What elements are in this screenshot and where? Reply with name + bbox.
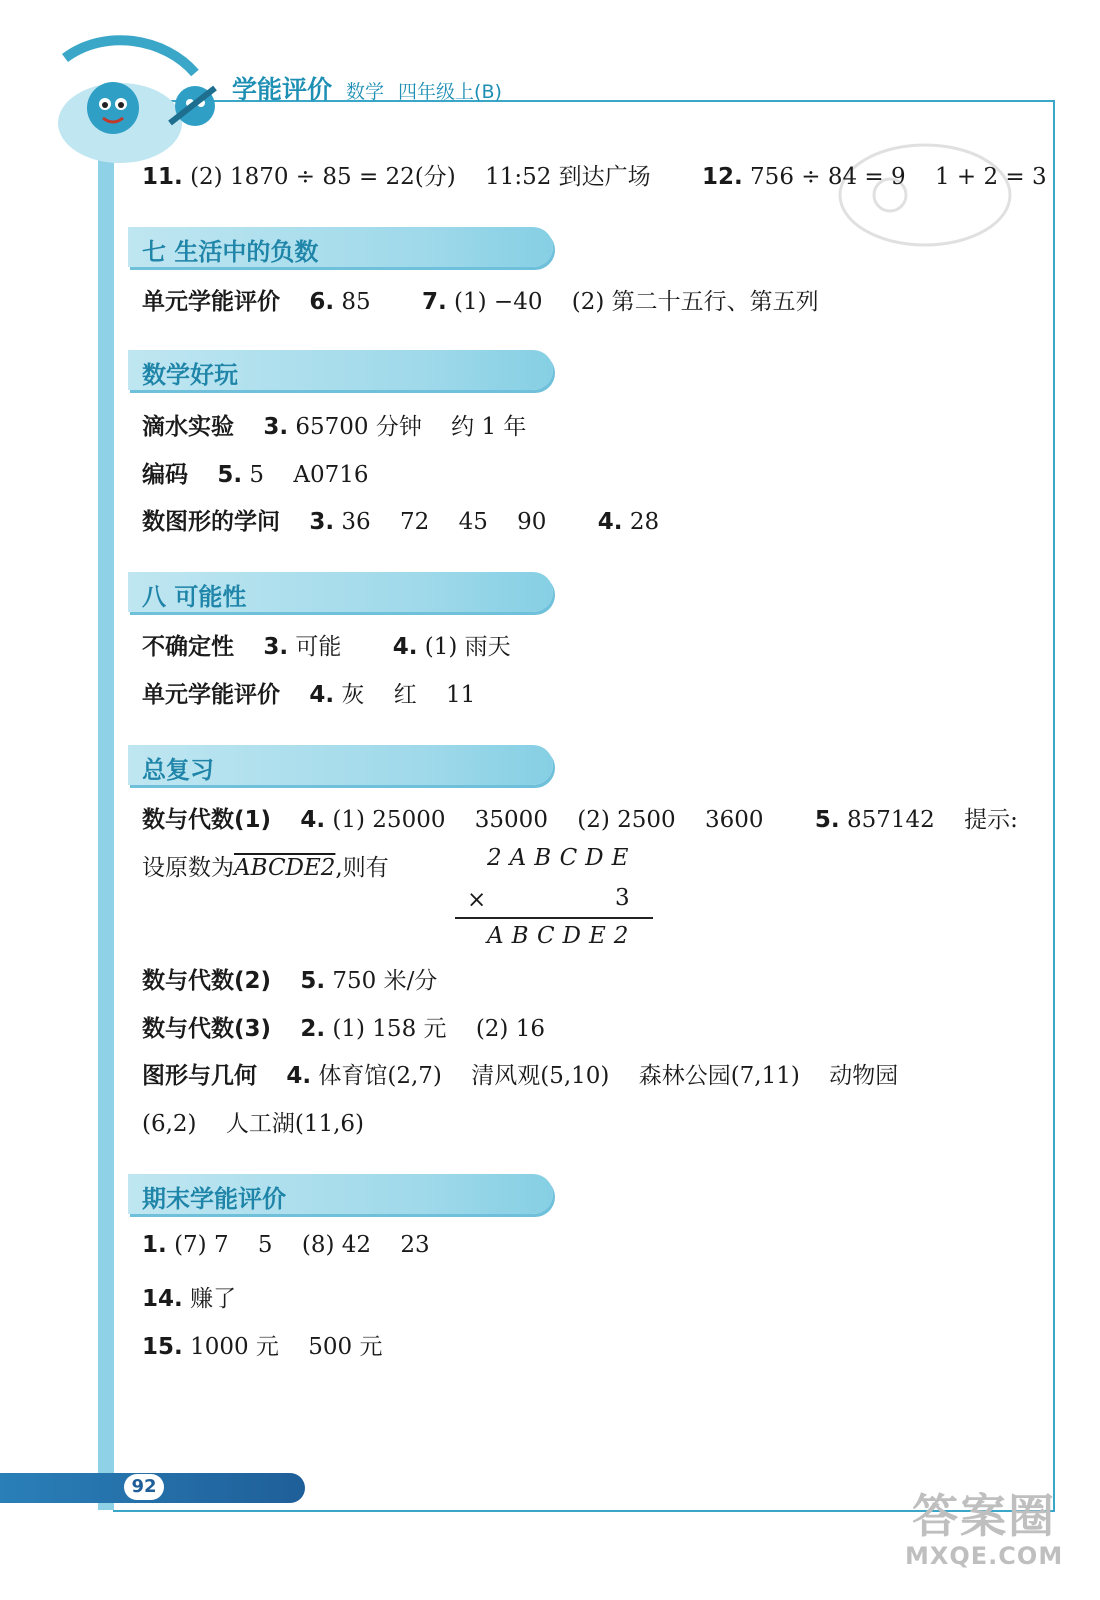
answer-text: 11:52 到达广场 — [485, 164, 651, 190]
answer-line — [142, 1280, 236, 1313]
grade-label: 四年级上(B) — [398, 81, 502, 103]
answer-text: (2) 第二十五行、第五列 — [571, 289, 819, 315]
answer-text: 28 — [629, 509, 660, 535]
q-number: 3. — [309, 509, 335, 535]
answer-line — [142, 676, 475, 709]
q-number: 4. — [597, 509, 623, 535]
q-number: 4. — [392, 634, 418, 660]
answer-line — [142, 801, 1018, 834]
answer-text: 23 — [400, 1232, 430, 1258]
answer-text: 11 — [446, 682, 476, 708]
q-number: 3. — [263, 634, 289, 660]
brand-title: 学能评价 — [232, 75, 333, 104]
q-number: 15. — [142, 1334, 183, 1360]
q-number: 5. — [814, 807, 840, 833]
answer-text: 灰 — [341, 682, 365, 708]
answer-line — [142, 408, 526, 441]
answer-text: 清风观(5,10) — [471, 1063, 610, 1089]
answer-text: 500 元 — [308, 1334, 383, 1360]
page-header — [232, 70, 502, 106]
answer-text: 赚了 — [190, 1286, 237, 1312]
answer-label: 编码 — [142, 462, 188, 488]
answer-line — [142, 1328, 382, 1361]
answer-text: 约 1 年 — [451, 414, 527, 440]
mascot-icon — [45, 28, 230, 168]
answer-text: 1000 元 — [190, 1334, 279, 1360]
section-banner — [128, 350, 553, 390]
answer-label: 数图形的学问 — [142, 509, 280, 535]
q-number: 7. — [421, 289, 447, 315]
stamp-icon — [835, 140, 1015, 250]
answer-text: 36 — [341, 509, 371, 535]
multiply-sign: × — [467, 887, 487, 913]
answer-line — [142, 962, 437, 995]
watermark-logo — [905, 1480, 1063, 1570]
subject-label: 数学 — [346, 81, 385, 103]
section-title: 总复习 — [142, 756, 214, 784]
left-margin-bar — [98, 110, 114, 1510]
q-number: 3. — [263, 414, 289, 440]
multiplier: 3 — [615, 885, 630, 911]
answer-text: (7) 7 — [174, 1232, 229, 1258]
answer-text: 750 米/分 — [332, 968, 438, 994]
answer-label: 数与代数(3) — [142, 1016, 272, 1042]
answer-label: 图形与几何 — [142, 1063, 257, 1089]
answer-text: 可能 — [295, 634, 342, 660]
answer-text: (2) 2500 — [577, 807, 676, 833]
answer-text: 红 — [393, 682, 417, 708]
answer-text: 森林公园(7,11) — [638, 1063, 800, 1089]
answer-line — [142, 283, 819, 316]
section-title: 期末学能评价 — [142, 1185, 286, 1213]
result-rule — [455, 917, 653, 919]
watermark-text: 答案圈 — [912, 1489, 1057, 1543]
section-title: 七 生活中的负数 — [142, 238, 319, 266]
page-number: 92 — [124, 1474, 164, 1500]
answer-text: 90 — [517, 509, 547, 535]
answer-label: 不确定性 — [142, 634, 234, 660]
answer-line — [142, 628, 511, 661]
answer-text: 5 — [257, 1232, 273, 1258]
q-number: 4. — [300, 807, 326, 833]
q-number: 11. — [142, 164, 183, 190]
answer-line — [142, 1232, 430, 1258]
section-banner — [128, 572, 553, 612]
answer-label: 数与代数(2) — [142, 968, 272, 994]
section-banner — [128, 1174, 553, 1214]
answer-line — [142, 849, 389, 882]
answer-text: 动物园 — [829, 1063, 899, 1089]
watermark-url: MXQE.COM — [905, 1542, 1064, 1570]
q-number: 6. — [309, 289, 335, 315]
answer-text: (8) 42 — [301, 1232, 372, 1258]
answer-text: 72 — [399, 509, 430, 535]
answer-line — [142, 456, 368, 489]
answer-text: ,则有 — [335, 855, 389, 881]
section-banner — [128, 745, 553, 785]
vertical-multiplication — [455, 845, 655, 955]
answer-label: 滴水实验 — [142, 414, 234, 440]
q-number: 4. — [309, 682, 335, 708]
answer-text: (2) 1870 ÷ 85 = 22(分) — [190, 164, 456, 190]
q-number: 5. — [300, 968, 326, 994]
answer-text: 756 ÷ 84 = 9 — [750, 164, 906, 190]
answer-text: 35000 — [474, 807, 548, 833]
answer-text: 设原数为 — [142, 855, 234, 881]
answer-text: 85 — [341, 289, 371, 315]
answer-line — [142, 1057, 898, 1090]
answer-text: (1) 25000 — [332, 807, 446, 833]
answer-text: 5 — [249, 462, 265, 488]
answer-text: (1) 雨天 — [424, 634, 511, 660]
q-number: 12. — [701, 164, 743, 190]
q-number: 4. — [286, 1063, 312, 1089]
answer-line — [142, 503, 659, 536]
product: ABCDE2 — [487, 923, 637, 949]
answer-label: 数与代数(1) — [142, 807, 272, 833]
overlined-number: ABCDE2 — [234, 855, 336, 881]
answer-text: 3600 — [705, 807, 764, 833]
answer-text: (6,2) — [142, 1111, 197, 1137]
answer-text: 人工湖(11,6) — [225, 1111, 365, 1137]
q-number: 14. — [142, 1286, 183, 1312]
answer-label: 单元学能评价 — [142, 289, 280, 315]
multiplicand: 2ABCDE — [487, 845, 637, 871]
answer-text: 1 + 2 = 3 — [934, 164, 1047, 190]
answer-line — [142, 1105, 364, 1138]
answer-text: 提示: — [964, 807, 1018, 833]
answer-label: 单元学能评价 — [142, 682, 280, 708]
answer-text: (2) 16 — [475, 1016, 545, 1042]
answer-text: 857142 — [846, 807, 935, 833]
answer-text: 65700 分钟 — [295, 414, 422, 440]
q-number: 5. — [217, 462, 243, 488]
answer-line — [142, 1010, 545, 1043]
answer-text: (1) −40 — [454, 289, 543, 315]
answer-text: A0716 — [293, 462, 369, 488]
section-banner — [128, 227, 553, 267]
answer-text: 体育馆(2,7) — [318, 1063, 442, 1089]
q-number: 1. — [142, 1232, 167, 1258]
answer-text: 45 — [458, 509, 488, 535]
answer-text: (1) 158 元 — [332, 1016, 447, 1042]
q-number: 2. — [300, 1016, 326, 1042]
answer-line-11-12 — [142, 158, 1047, 191]
section-title: 八 可能性 — [142, 583, 247, 611]
section-title: 数学好玩 — [142, 361, 238, 389]
